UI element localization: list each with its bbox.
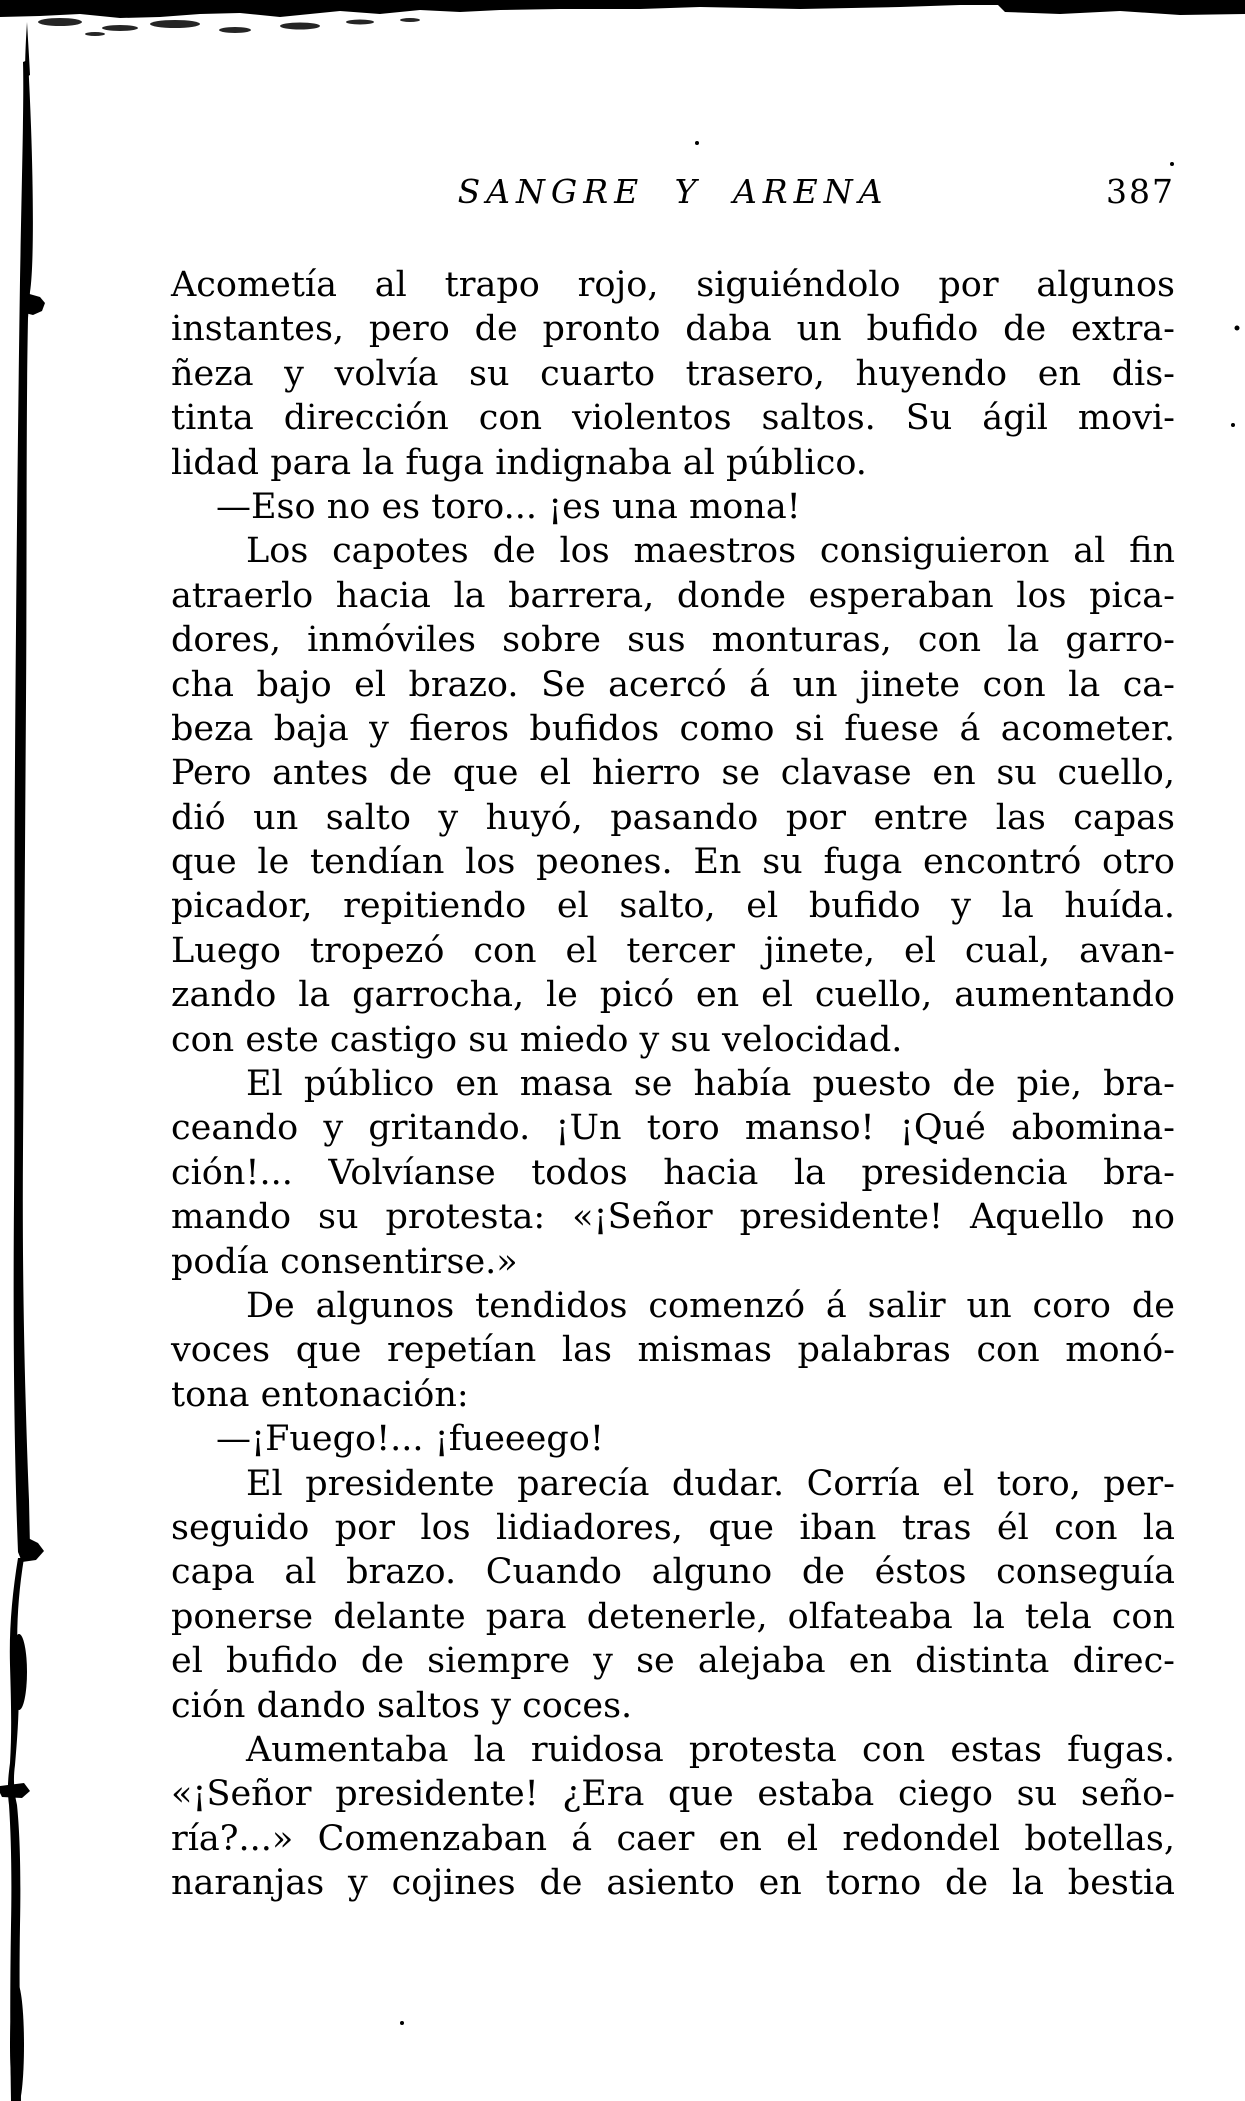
body-text: [171, 263, 1175, 1905]
text-line: mando su protesta: «¡Señor presidente! Aquello no: [171, 1197, 1175, 1238]
text-line: Aumentaba la ruidosa protesta con estas fugas.: [246, 1729, 1175, 1770]
paragraph: [171, 263, 1175, 485]
text-line: ría?...» Comenzaban á caer en el redondel botellas,: [171, 1818, 1175, 1859]
paragraph: [171, 1062, 1175, 1284]
text-line: dió un salto y huyó, pasando por entre las capas: [171, 797, 1175, 838]
text-line: El público en masa se había puesto de pie, bra-: [246, 1064, 1175, 1105]
text-line: Acometía al trapo rojo, siguiéndolo por algunos: [171, 265, 1175, 305]
paragraph: [171, 485, 1175, 529]
text-line: el bufido de siempre y se alejaba en distinta direc-: [171, 1641, 1175, 1682]
text-line: beza baja y fieros bufidos como si fuese á acometer.: [171, 708, 1175, 749]
text-line: ceando y gritando. ¡Un toro manso! ¡Qué abomina-: [171, 1108, 1175, 1149]
text-line: —¡Fuego!... ¡fueeego!: [216, 1419, 604, 1460]
text-line: tona entonación:: [171, 1374, 469, 1415]
text-line: tinta dirección con violentos saltos. Su ágil movi-: [171, 398, 1175, 439]
paragraph: [171, 1728, 1175, 1906]
text-line: cha bajo el brazo. Se acercó á un jinete con la ca-: [171, 664, 1175, 705]
text-line: voces que repetían las mismas palabras con monó-: [171, 1330, 1175, 1371]
text-line: ponerse delante para detenerle, olfateaba la tela con: [171, 1596, 1175, 1637]
text-line: Pero antes de que el hierro se clavase en su cuello,: [171, 753, 1175, 794]
text-line: naranjas y cojines de asiento en torno de la bestia: [171, 1863, 1175, 1904]
text-line: ñeza y volvía su cuarto trasero, huyendo en dis-: [171, 353, 1175, 394]
paragraph: [171, 529, 1175, 1062]
paragraph: [171, 1417, 1175, 1461]
text-line: con este castigo su miedo y su velocidad.: [171, 1019, 903, 1060]
binding-gutter-artifact: [0, 22, 45, 2101]
text-line: El presidente parecía dudar. Corría el toro, per-: [246, 1463, 1175, 1504]
running-header: [171, 172, 1175, 222]
text-line: picador, repitiendo el salto, el bufido y la huída.: [171, 886, 1175, 927]
text-line: lidad para la fuga indignaba al público.: [171, 442, 867, 483]
text-line: que le tendían los peones. En su fuga encontró otro: [171, 842, 1175, 883]
text-line: zando la garrocha, le picó en el cuello, aumentando: [171, 975, 1175, 1016]
text-line: Luego tropezó con el tercer jinete, el cual, avan-: [171, 930, 1175, 971]
text-line: ción!... Volvíanse todos hacia la presidencia bra-: [171, 1152, 1175, 1193]
paragraph: [171, 1462, 1175, 1728]
paragraph: [171, 1284, 1175, 1417]
text-line: Los capotes de los maestros consiguieron al fin: [246, 531, 1175, 572]
text-line: «¡Señor presidente! ¿Era que estaba ciego su seño-: [171, 1774, 1175, 1815]
text-line: —Eso no es toro... ¡es una mona!: [216, 486, 801, 527]
text-line: De algunos tendidos comenzó á salir un coro de: [246, 1285, 1175, 1326]
text-line: ción dando saltos y coces.: [171, 1685, 633, 1726]
text-line: capa al brazo. Cuando alguno de éstos conseguía: [171, 1552, 1175, 1593]
header-title: SANGRE Y ARENA: [457, 172, 889, 211]
top-edge-scan-artifact: [0, 0, 1245, 36]
text-line: podía consentirse.»: [171, 1241, 518, 1282]
page-number: 387: [1106, 172, 1175, 211]
text-line: instantes, pero de pronto daba un bufido de extra-: [171, 309, 1175, 350]
text-line: dores, inmóviles sobre sus monturas, con la garro-: [171, 620, 1175, 661]
text-line: seguido por los lidiadores, que iban tras él con la: [171, 1507, 1175, 1548]
text-line: atraerlo hacia la barrera, donde esperaban los pica-: [171, 575, 1175, 616]
